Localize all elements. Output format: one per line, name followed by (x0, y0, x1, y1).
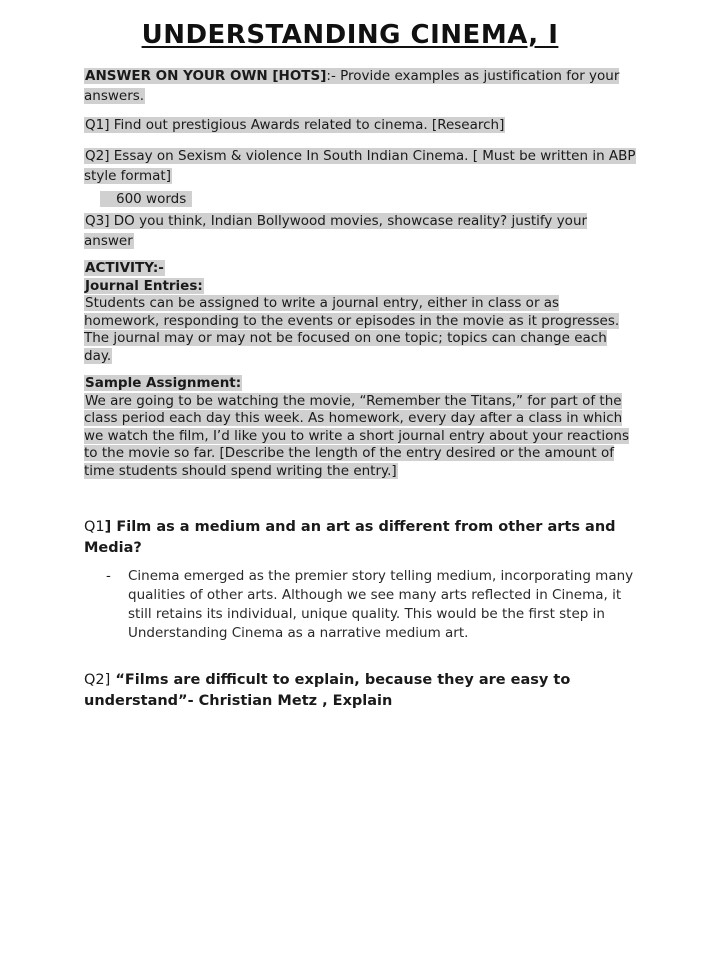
hots-text: :- Provide examples as justification for your answers. (84, 68, 620, 104)
section-q1-number: Q1 (84, 519, 105, 535)
section-q2-title: “Films are difficult to explain, because they are easy to understand”- Christian Metz , Explain (84, 672, 571, 709)
question-1: Q1] Find out prestigious Awards related to cinema. [Research] (85, 117, 505, 133)
journal-heading: Journal Entries: (85, 277, 203, 294)
hots-label: ANSWER ON YOUR OWN [HOTS] (85, 68, 327, 84)
sample-assignment (84, 375, 636, 480)
sample-heading: Sample Assignment: (85, 375, 242, 391)
section-q2-heading (84, 670, 624, 712)
journal-text: Students can be assigned to write a journal entry, either in class or as homework, responding to the events or episodes in the movie as it progresses. The journal may or may not be focused on one topic; topics can change each day. (84, 295, 620, 364)
section-q1-bullet-text: Cinema emerged as the premier story telling medium, incorporating many qualities of other arts. Although we see many arts reflected in Cinema, it still retains its individual, unique quality. This would be the first step in Understanding Cinema as a narrative medium art. (128, 568, 634, 641)
question-2-word-count: 600 words (100, 189, 200, 209)
section-q1-heading (84, 517, 644, 559)
section-q2-number: Q2] (84, 672, 111, 688)
section-q1-bullet (106, 567, 636, 643)
bullet-dash: - (106, 568, 111, 584)
question-2: Q2] Essay on Sexism & violence In South Indian Cinema. [ Must be written in ABP style format] (84, 148, 636, 184)
sample-text: We are going to be watching the movie, “Remember the Titans,” for part of the class period each day this week. As homework, every day after a class in which we watch the film, I’d like you to write a short journal entry about your reactions to the movie so far. [Describe the length of the entry desired or the amount of time students should spend writing the entry.] (84, 392, 630, 479)
hots-instruction (84, 66, 636, 106)
page-title: UNDERSTANDING CINEMA, I (141, 20, 559, 50)
section-q1-title: ] Film as a medium and an art as different from other arts and Media? (84, 519, 616, 556)
question-3: Q3] DO you think, Indian Bollywood movies, showcase reality? justify your answer (84, 213, 588, 249)
activity-section (84, 260, 636, 365)
activity-heading: ACTIVITY:- (85, 260, 164, 276)
